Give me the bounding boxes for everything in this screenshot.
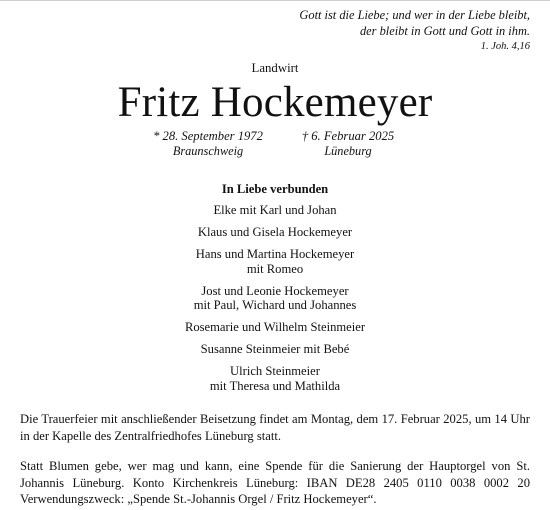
donation-notice: Statt Blumen gebe, wer mag und kann, eine Spende für die Sanierung der Hauptorgel von St. Johannis Lüneburg. Konto Kirchenkreis Lüneburg: IBAN DE28 2405 0110 0038 0002 20 Verwendungszweck: „Spende St.-Johannis Orgel / Fritz Hockemeyer“. — [20, 459, 530, 506]
birth-info — [138, 129, 278, 159]
birth-place: Braunschweig — [172, 144, 244, 158]
top-border — [0, 0, 550, 1]
mourner-line: mit Theresa und Mathilda — [209, 378, 341, 393]
mourner-group — [0, 225, 550, 240]
mourner-group — [0, 284, 550, 313]
mourner-line: Elke mit Karl und Johan — [213, 203, 337, 217]
mourner-group — [0, 320, 550, 335]
bible-verse — [299, 8, 530, 54]
birth-date: * 28. September 1972 — [153, 129, 263, 143]
death-date: † 6. Februar 2025 — [301, 129, 395, 143]
mourners-heading: In Liebe verbunden — [221, 182, 329, 196]
mourner-line: Susanne Steinmeier mit Bebé — [200, 342, 350, 356]
occupation: Landwirt — [251, 61, 299, 75]
mourners-list — [0, 182, 550, 401]
mourner-group — [0, 342, 550, 357]
funeral-notice: Die Trauerfeier mit anschließender Beisetzung findet am Montag, dem 17. Februar 2025, um 14 Uhr in der Kapelle des Zentralfriedhofes Lüneburg statt. — [20, 412, 530, 443]
mourner-line: Rosemarie und Wilhelm Steinmeier — [184, 320, 366, 334]
mourner-group — [0, 203, 550, 218]
mourner-line: Klaus und Gisela Hockemeyer — [197, 225, 353, 239]
mourner-group — [0, 247, 550, 276]
mourner-line: Jost und Leonie Hockemeyer — [201, 283, 349, 298]
mourner-group — [0, 364, 550, 393]
mourner-line: mit Paul, Wichard und Johannes — [193, 298, 357, 312]
mourner-line: Ulrich Steinmeier — [230, 364, 320, 378]
death-info — [278, 129, 418, 159]
death-place: Lüneburg — [324, 144, 372, 158]
deceased-name: Fritz Hockemeyer — [117, 79, 433, 126]
verse-line-1: Gott ist die Liebe; und wer in der Liebe bleibt, — [299, 8, 530, 22]
mourner-line: mit Romeo — [246, 261, 304, 276]
verse-reference: 1. Joh. 4,16 — [480, 41, 530, 52]
verse-line-2: der bleibt in Gott und Gott in ihm. — [359, 23, 530, 38]
mourner-line: Hans und Martina Hockemeyer — [195, 247, 355, 261]
